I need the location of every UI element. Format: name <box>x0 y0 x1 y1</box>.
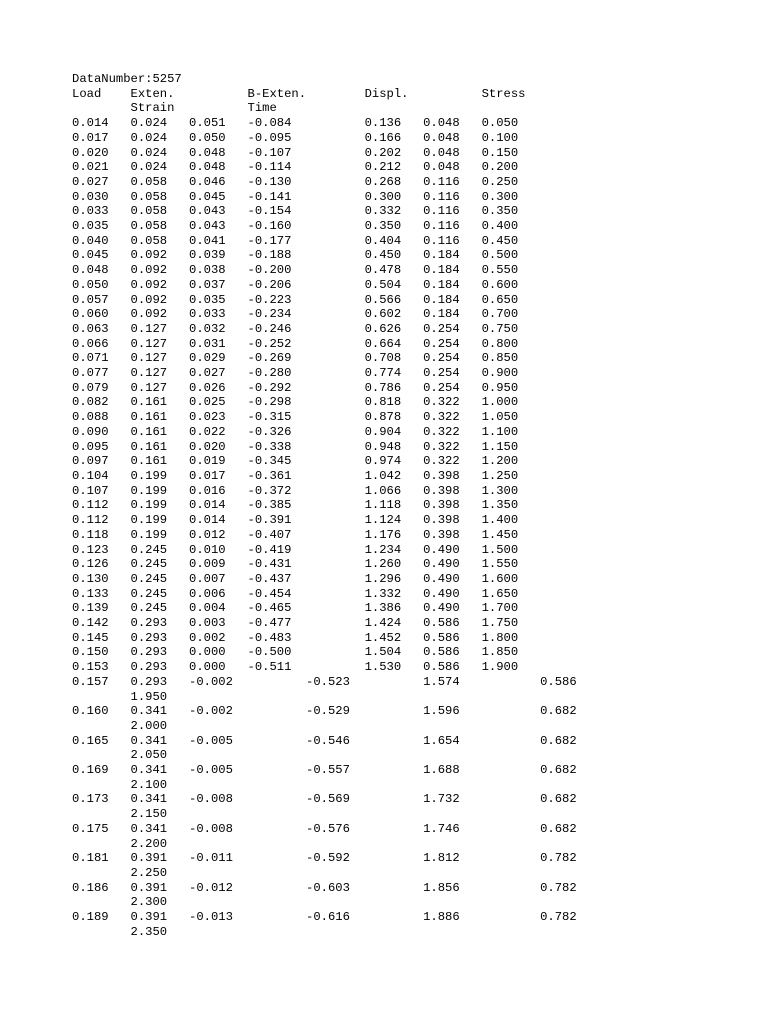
data-line: 2.150 <box>72 807 168 822</box>
data-line: 0.112 0.199 0.014 -0.391 1.124 0.398 1.400 <box>72 513 519 528</box>
data-line: 0.112 0.199 0.014 -0.385 1.118 0.398 1.350 <box>72 498 519 513</box>
header-line: Strain Time <box>72 101 277 116</box>
data-line: 0.130 0.245 0.007 -0.437 1.296 0.490 1.600 <box>72 571 519 586</box>
header-line: Load Exten. B-Exten. Displ. Stress <box>72 86 526 101</box>
data-line: 0.186 0.391 -0.012 -0.603 1.856 0.782 <box>72 880 577 895</box>
data-line: 0.150 0.293 0.000 -0.500 1.504 0.586 1.850 <box>72 645 519 660</box>
data-line: 0.157 0.293 -0.002 -0.523 1.574 0.586 <box>72 674 577 689</box>
data-line: 0.126 0.245 0.009 -0.431 1.260 0.490 1.550 <box>72 557 519 572</box>
data-line: 0.060 0.092 0.033 -0.234 0.602 0.184 0.700 <box>72 307 519 322</box>
data-line: 0.048 0.092 0.038 -0.200 0.478 0.184 0.550 <box>72 263 519 278</box>
data-line: 0.160 0.341 -0.002 -0.529 1.596 0.682 <box>72 704 577 719</box>
data-line: 2.000 <box>72 718 168 733</box>
data-line: 0.088 0.161 0.023 -0.315 0.878 0.322 1.050 <box>72 410 519 425</box>
data-line: 0.169 0.341 -0.005 -0.557 1.688 0.682 <box>72 763 577 778</box>
data-line: 0.104 0.199 0.017 -0.361 1.042 0.398 1.250 <box>72 468 519 483</box>
data-line: 0.033 0.058 0.043 -0.154 0.332 0.116 0.350 <box>72 204 519 219</box>
data-line: 2.050 <box>72 748 168 763</box>
data-line: 0.097 0.161 0.019 -0.345 0.974 0.322 1.200 <box>72 454 519 469</box>
data-line: 0.017 0.024 0.050 -0.095 0.166 0.048 0.100 <box>72 130 519 145</box>
data-line: 0.050 0.092 0.037 -0.206 0.504 0.184 0.600 <box>72 277 519 292</box>
data-line: 2.100 <box>72 777 168 792</box>
data-line: 0.077 0.127 0.027 -0.280 0.774 0.254 0.900 <box>72 366 519 381</box>
data-line: 0.066 0.127 0.031 -0.252 0.664 0.254 0.800 <box>72 336 519 351</box>
data-line: 0.035 0.058 0.043 -0.160 0.350 0.116 0.400 <box>72 219 519 234</box>
data-line: 1.950 <box>72 689 168 704</box>
data-line: 0.165 0.341 -0.005 -0.546 1.654 0.682 <box>72 733 577 748</box>
data-line: 0.090 0.161 0.022 -0.326 0.904 0.322 1.100 <box>72 424 519 439</box>
data-line: 0.040 0.058 0.041 -0.177 0.404 0.116 0.450 <box>72 233 519 248</box>
data-line: 0.071 0.127 0.029 -0.269 0.708 0.254 0.850 <box>72 351 519 366</box>
data-line: 2.300 <box>72 895 168 910</box>
data-line: 0.107 0.199 0.016 -0.372 1.066 0.398 1.300 <box>72 483 519 498</box>
data-number-line: DataNumber:5257 <box>72 72 182 86</box>
data-line: 0.057 0.092 0.035 -0.223 0.566 0.184 0.650 <box>72 292 519 307</box>
data-line: 2.200 <box>72 836 168 851</box>
data-line: 0.181 0.391 -0.011 -0.592 1.812 0.782 <box>72 851 577 866</box>
data-line: 2.350 <box>72 924 168 939</box>
data-line: 0.030 0.058 0.045 -0.141 0.300 0.116 0.300 <box>72 189 519 204</box>
data-line: 0.139 0.245 0.004 -0.465 1.386 0.490 1.700 <box>72 601 519 616</box>
data-line: 0.079 0.127 0.026 -0.292 0.786 0.254 0.950 <box>72 380 519 395</box>
data-line: 0.173 0.341 -0.008 -0.569 1.732 0.682 <box>72 792 577 807</box>
data-line: 2.250 <box>72 865 168 880</box>
data-line: 0.027 0.058 0.046 -0.130 0.268 0.116 0.250 <box>72 174 519 189</box>
data-line: 0.189 0.391 -0.013 -0.616 1.886 0.782 <box>72 910 577 925</box>
data-line: 0.014 0.024 0.051 -0.084 0.136 0.048 0.050 <box>72 116 519 131</box>
data-line: 0.142 0.293 0.003 -0.477 1.424 0.586 1.750 <box>72 616 519 631</box>
data-line: 0.082 0.161 0.025 -0.298 0.818 0.322 1.000 <box>72 395 519 410</box>
data-line: 0.095 0.161 0.020 -0.338 0.948 0.322 1.150 <box>72 439 519 454</box>
data-line: 0.063 0.127 0.032 -0.246 0.626 0.254 0.750 <box>72 321 519 336</box>
data-line: 0.123 0.245 0.010 -0.419 1.234 0.490 1.500 <box>72 542 519 557</box>
data-line: 0.020 0.024 0.048 -0.107 0.202 0.048 0.150 <box>72 145 519 160</box>
data-document <box>72 72 577 939</box>
data-line: 0.175 0.341 -0.008 -0.576 1.746 0.682 <box>72 821 577 836</box>
data-line: 0.153 0.293 0.000 -0.511 1.530 0.586 1.900 <box>72 660 519 675</box>
data-line: 0.045 0.092 0.039 -0.188 0.450 0.184 0.500 <box>72 248 519 263</box>
data-line: 0.118 0.199 0.012 -0.407 1.176 0.398 1.450 <box>72 527 519 542</box>
data-line: 0.021 0.024 0.048 -0.114 0.212 0.048 0.200 <box>72 160 519 175</box>
data-line: 0.133 0.245 0.006 -0.454 1.332 0.490 1.650 <box>72 586 519 601</box>
data-line: 0.145 0.293 0.002 -0.483 1.452 0.586 1.800 <box>72 630 519 645</box>
